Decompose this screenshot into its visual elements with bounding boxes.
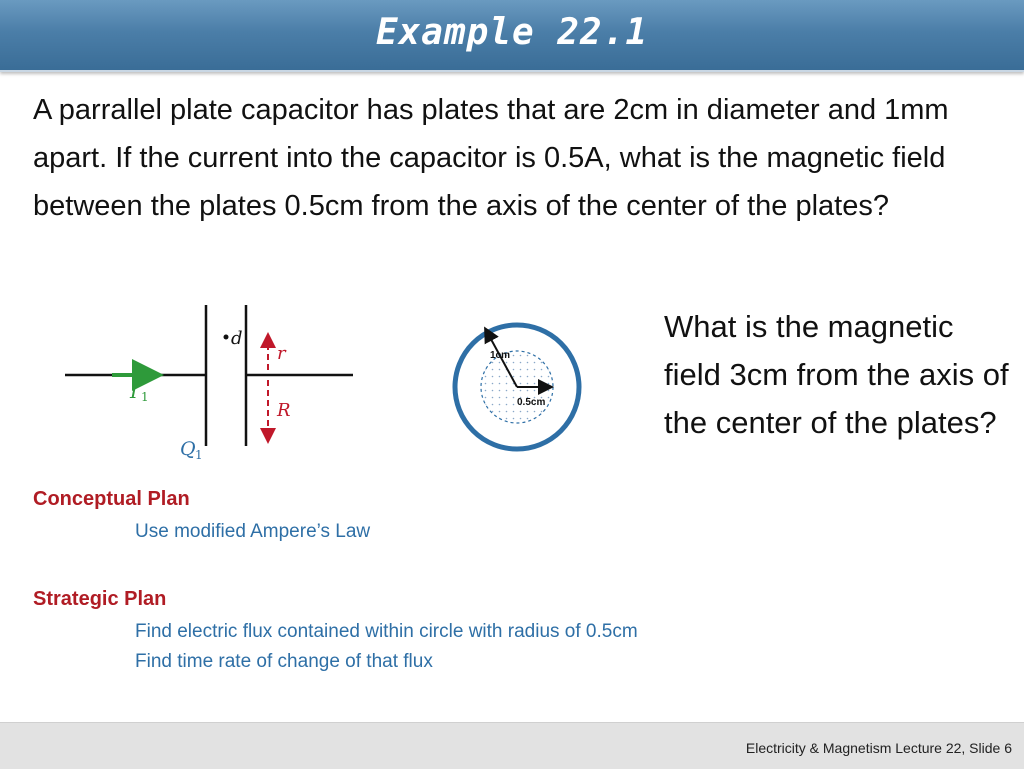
point-d	[224, 335, 229, 340]
Q-label: Q	[180, 438, 196, 460]
strategic-plan-heading: Strategic Plan	[33, 588, 167, 610]
I-label: I	[130, 379, 138, 403]
footer-text: Electricity & Magnetism Lecture 22, Slide 6	[745, 740, 1012, 756]
footer-bar	[0, 722, 1024, 769]
I-subscript: 1	[141, 390, 149, 404]
d-label: d	[231, 328, 243, 349]
conceptual-plan-heading: Conceptual Plan	[33, 488, 190, 510]
r-label: r	[277, 343, 286, 364]
problem-statement: A parrallel plate capacitor has plates that are 2cm in diameter and 1mm apart. If the current into the capacitor is 0.5A, what is the magnetic field between the plates 0.5cm from the axis of the center of the plates?	[33, 94, 949, 222]
title-bar	[0, 0, 1024, 72]
capacitor-diagram	[60, 300, 380, 470]
inner-radius-label: 0.5cm	[517, 397, 546, 408]
outer-radius-label: 1cm	[490, 350, 511, 361]
follow-up-question: What is the magnetic field 3cm from the axis of the center of the plates?	[664, 309, 1009, 440]
R-label: R	[277, 400, 291, 421]
conceptual-plan-item: Use modified Ampere’s Law	[135, 521, 371, 542]
Q-subscript: 1	[195, 448, 203, 462]
strategic-plan-item: Find electric flux contained within circle with radius of 0.5cm	[135, 621, 638, 642]
strategic-plan-item: Find time rate of change of that flux	[135, 651, 433, 672]
slide-title: Example 22.1	[375, 12, 649, 53]
plate-cross-section-diagram	[440, 310, 590, 460]
